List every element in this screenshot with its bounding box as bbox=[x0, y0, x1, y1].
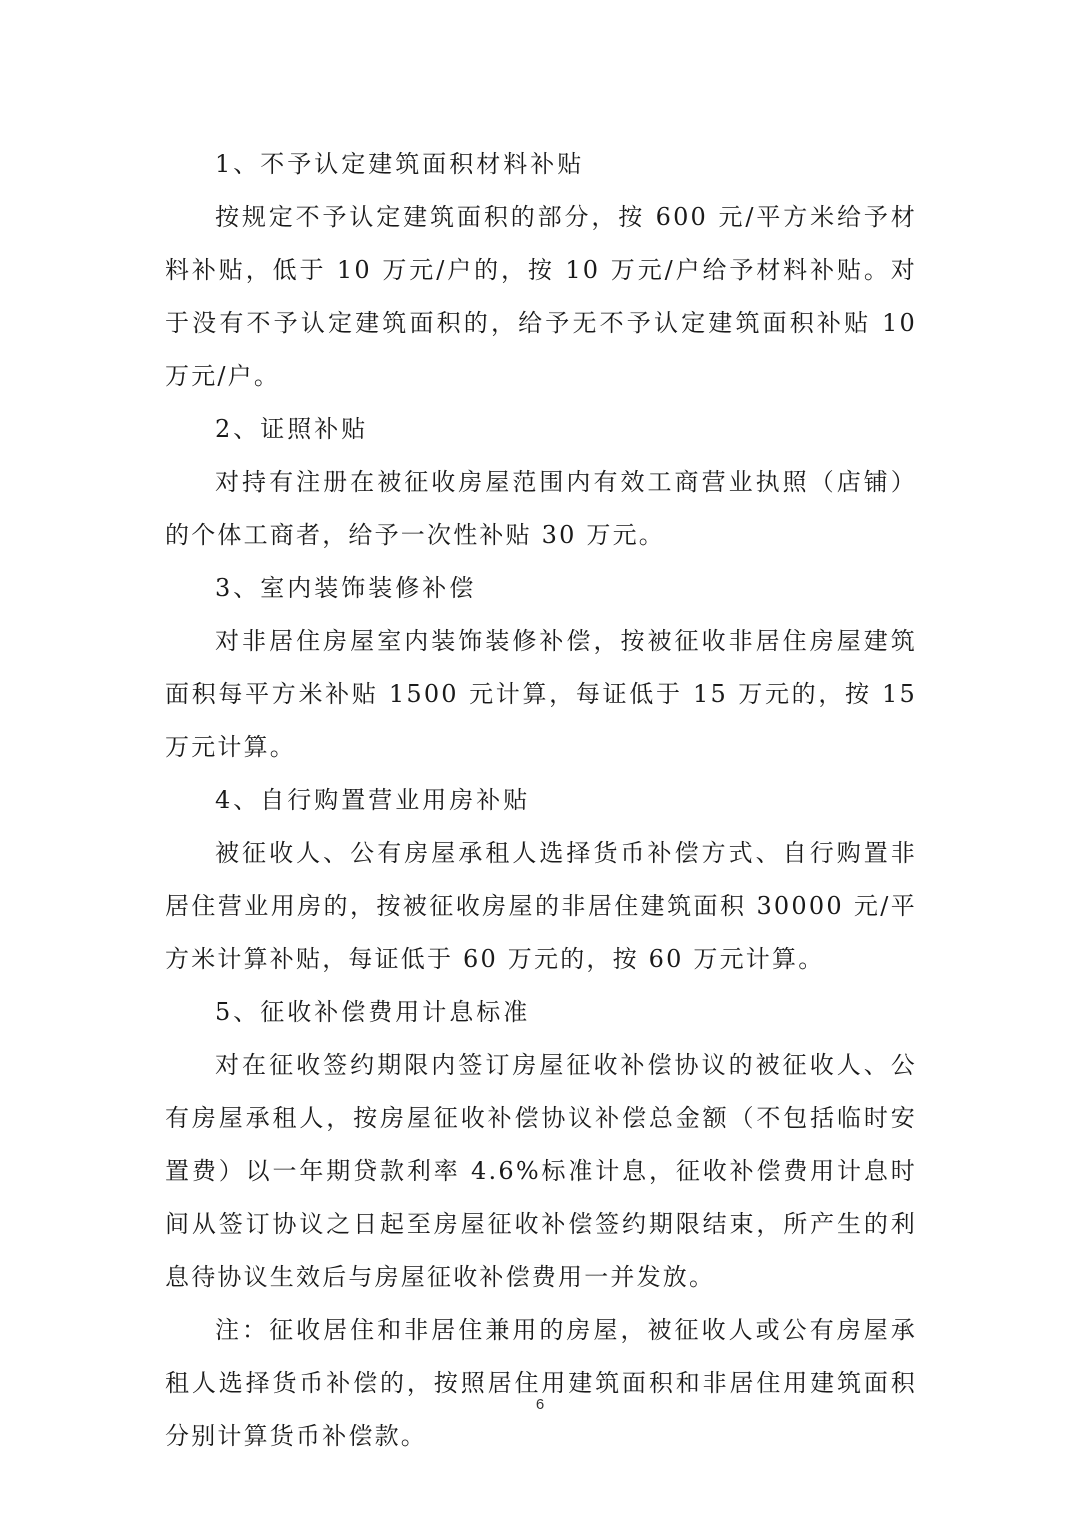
section-5-paragraph: 对在征收签约期限内签订房屋征收补偿协议的被征收人、公有房屋承租人，按房屋征收补偿协议补偿总金额（不包括临时安置费）以一年期贷款利率 4.6%标准计息，征收补偿费用计息时间从签订协议之日起至房屋征收补偿签约期限结束，所产生的利息待协议生效后与房屋征收补偿费用一并发放。 bbox=[165, 1051, 917, 1291]
section-2-paragraph: 对持有注册在被征收房屋范围内有效工商营业执照（店铺）的个体工商者，给予一次性补贴 30 万元。 bbox=[165, 468, 917, 549]
section-heading-4: 4、自行购置营业用房补贴 bbox=[215, 786, 531, 814]
note-paragraph: 注：征收居住和非居住兼用的房屋，被征收人或公有房屋承租人选择货币补偿的，按照居住用建筑面积和非居住用建筑面积分别计算货币补偿款。 bbox=[165, 1316, 917, 1450]
section-heading-5: 5、征收补偿费用计息标准 bbox=[215, 998, 531, 1026]
page-number: 6 bbox=[535, 1396, 545, 1413]
section-heading-1: 1、不予认定建筑面积材料补贴 bbox=[215, 150, 585, 178]
section-4-paragraph: 被征收人、公有房屋承租人选择货币补偿方式、自行购置非居住营业用房的，按被征收房屋的非居住建筑面积 30000 元/平方米计算补贴，每证低于 60 万元的，按 60 万元计算。 bbox=[165, 839, 917, 973]
section-1-paragraph: 按规定不予认定建筑面积的部分，按 600 元/平方米给予材料补贴，低于 10 万元/户的，按 10 万元/户给予材料补贴。对于没有不予认定建筑面积的，给予无不予认定建筑面积补贴 10 万元/户。 bbox=[165, 203, 917, 390]
section-heading-3: 3、室内装饰装修补偿 bbox=[215, 574, 477, 602]
section-heading-2: 2、证照补贴 bbox=[215, 415, 369, 443]
document-body bbox=[165, 138, 917, 1463]
section-3-paragraph: 对非居住房屋室内装饰装修补偿，按被征收非居住房屋建筑面积每平方米补贴 1500 元计算，每证低于 15 万元的，按 15 万元计算。 bbox=[165, 627, 917, 761]
